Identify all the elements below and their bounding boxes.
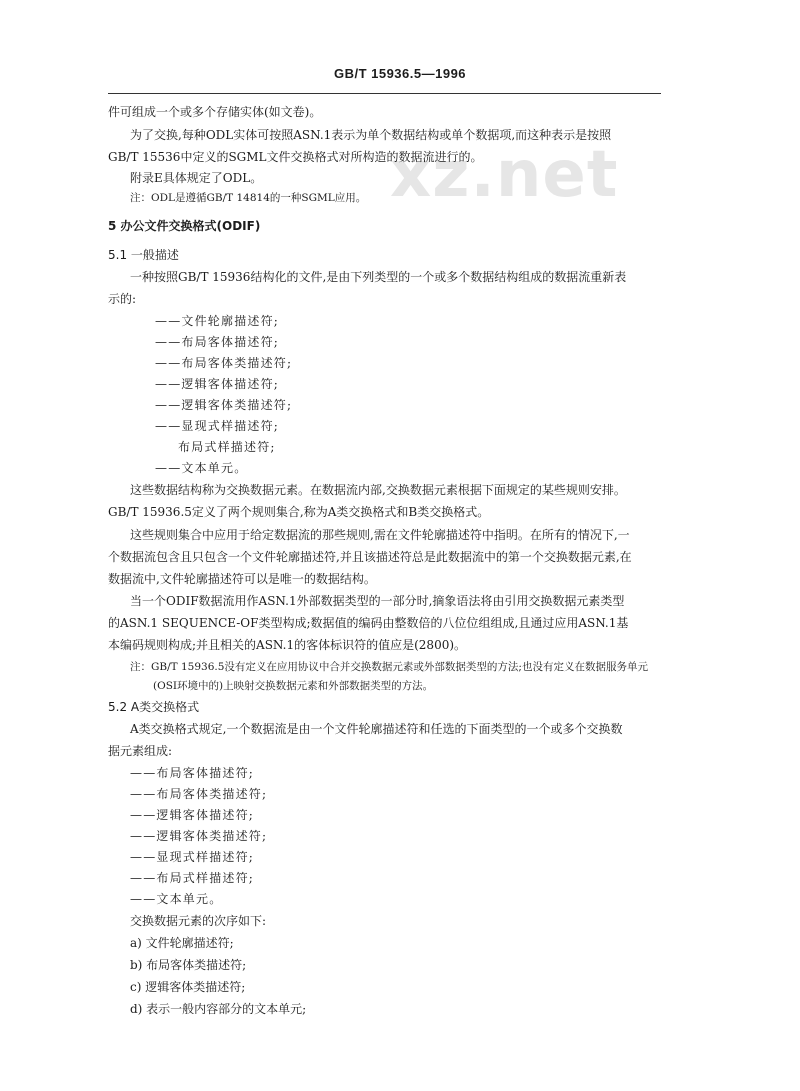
text-line: 的ASN.1 SEQUENCE-OF类型构成;数据值的编码由整数倍的八位位组组成,且通过应用ASN.1基 xyxy=(108,616,629,630)
list-item: ——逻辑客体类描述符; xyxy=(155,398,293,412)
subsection-heading: 5.2 A类交换格式 xyxy=(108,700,200,714)
watermark: xz.net xyxy=(390,138,619,212)
note: 注：GB/T 15936.5没有定义在应用协议中合并交换数据元素或外部数据类型的方法;也没有定义在数据服务单元 xyxy=(130,661,648,673)
page-header: GB/T 15936.5—1996 xyxy=(333,66,467,81)
text-line: 本编码规则构成;并且相关的ASN.1的客体标识符的值应是(2800)。 xyxy=(108,638,467,652)
list-item: b) 布局客体类描述符; xyxy=(130,958,247,972)
list-item: ——文本单元。 xyxy=(155,461,248,475)
text-line: GB/T 15536中定义的SGML文件交换格式对所构造的数据流进行的。 xyxy=(108,150,483,164)
text-line: 交换数据元素的次序如下: xyxy=(130,914,267,928)
text-line: A类交换格式规定,一个数据流是由一个文件轮廓描述符和任选的下面类型的一个或多个交换数 xyxy=(130,722,623,736)
list-item: ——显现式样描述符; xyxy=(130,850,255,864)
list-item: ——文件轮廓描述符; xyxy=(155,314,280,328)
text-line: 个数据流包含且只包含一个文件轮廓描述符,并且该描述符总是此数据流中的第一个交换数据元素,在 xyxy=(108,550,632,564)
subsection-heading: 5.1 一般描述 xyxy=(108,248,179,262)
list-item: ——布局客体描述符; xyxy=(155,335,280,349)
note: (OSI环境中的)上映射交换数据元素和外部数据类型的方法。 xyxy=(153,680,434,692)
list-item: ——逻辑客体类描述符; xyxy=(130,829,268,843)
text-line: 这些数据结构称为交换数据元素。在数据流内部,交换数据元素根据下面规定的某些规则安排。 xyxy=(130,483,626,497)
section-heading: 5 办公文件交换格式(ODIF) xyxy=(108,219,261,233)
text-line: 附录E具体规定了ODL。 xyxy=(130,171,263,185)
list-item: ——显现式样描述符; xyxy=(155,419,280,433)
list-item: ——文本单元。 xyxy=(130,892,223,906)
list-item: ——逻辑客体描述符; xyxy=(130,808,255,822)
text-line: 这些规则集合中应用于给定数据流的那些规则,需在文件轮廓描述符中指明。在所有的情况下,一 xyxy=(130,528,630,542)
list-item: ——逻辑客体描述符; xyxy=(155,377,280,391)
text-line: 示的: xyxy=(108,292,137,306)
list-item: a) 文件轮廓描述符; xyxy=(130,936,234,950)
list-item: ——布局客体类描述符; xyxy=(155,356,293,370)
list-item: c) 逻辑客体类描述符; xyxy=(130,980,246,994)
header-rule xyxy=(108,93,661,94)
text-line: 件可组成一个或多个存储实体(如文卷)。 xyxy=(108,105,322,119)
text-line: GB/T 15936.5定义了两个规则集合,称为A类交换格式和B类交换格式。 xyxy=(108,505,490,519)
text-line: 一种按照GB/T 15936结构化的文件,是由下列类型的一个或多个数据结构组成的数据流重新表 xyxy=(130,270,627,284)
note: 注：ODL是遵循GB/T 14814的一种SGML应用。 xyxy=(130,192,367,204)
list-item: 布局式样描述符; xyxy=(178,440,276,454)
list-item: d) 表示一般内容部分的文本单元; xyxy=(130,1002,307,1016)
text-line: 为了交换,每种ODL实体可按照ASN.1表示为单个数据结构或单个数据项,而这种表示是按照 xyxy=(130,128,612,142)
list-item: ——布局客体描述符; xyxy=(130,766,255,780)
text-line: 当一个ODIF数据流用作ASN.1外部数据类型的一部分时,摘象语法将由引用交换数据元素类型 xyxy=(130,594,625,608)
text-line: 据元素组成: xyxy=(108,744,173,758)
list-item: ——布局客体类描述符; xyxy=(130,787,268,801)
text-line: 数据流中,文件轮廓描述符可以是唯一的数据结构。 xyxy=(108,572,376,586)
list-item: ——布局式样描述符; xyxy=(130,871,255,885)
